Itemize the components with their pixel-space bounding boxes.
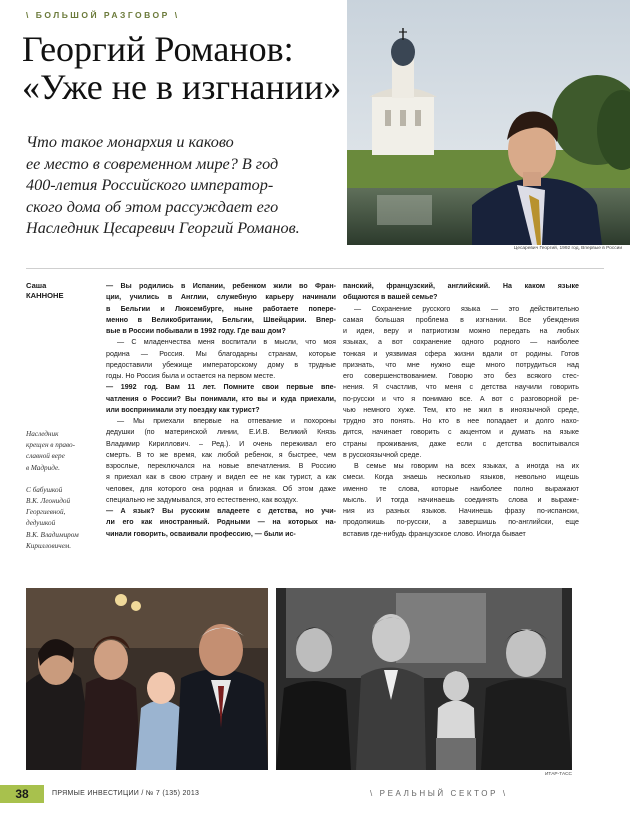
- interview-answer: [343, 304, 579, 462]
- sidebar-caption-line: Кирилловичем.: [26, 541, 72, 550]
- text-line: в русскоязычной среде.: [343, 450, 422, 459]
- text-line: менно в Великобритании, Бельгии, Швейцарии. Впер-: [106, 315, 336, 324]
- sidebar-caption-line: В.К. Владимиром: [26, 530, 79, 539]
- interview-answer: [343, 461, 579, 540]
- sidebar-caption-line: В.К. Леонидой: [26, 497, 71, 506]
- sidebar-caption-line: в Мадриде.: [26, 463, 60, 472]
- footer-section-tag: \ РЕАЛЬНЫЙ СЕКТОР \: [370, 789, 508, 798]
- hero-caption: Цесаревич Георгий, 1992 год, Впервые в России: [513, 246, 622, 251]
- author-byline: [26, 281, 96, 301]
- sidebar-caption-line: Георгиевной,: [26, 508, 66, 517]
- article-title: [22, 30, 362, 106]
- sidebar-caption-line: славной вере: [26, 452, 65, 461]
- text-line: самая большая проблема в изгнании. Все убеждения: [343, 315, 579, 324]
- text-line: страны проживания, даже если с детства воспитывался: [343, 439, 579, 448]
- divider: [26, 268, 604, 269]
- sidebar-caption-line: крещен в право-: [26, 441, 76, 450]
- sidebar-caption-line: С бабушкой: [26, 485, 63, 494]
- sidebar-caption-line: дедушкой: [26, 519, 56, 528]
- text-line: чью немного хуже. Тем, кто не жил в иноязычной среде,: [343, 405, 579, 414]
- text-line: вые в России побывали в 1992 году. Где ваш дом?: [106, 327, 286, 335]
- text-line: и идеи, веру и патриотизм можно передать на любых: [343, 327, 579, 335]
- text-line: я приехал как в свою страну и видел ее не как турист, а как: [106, 473, 336, 482]
- text-line: — Вы родились в Испании, ребенком жили во Фран-: [106, 282, 336, 290]
- interview-question: [106, 382, 336, 416]
- interview-question: [343, 281, 579, 304]
- sidebar-captions: [26, 429, 98, 563]
- text-line: взрослые, переключался на новые впечатления. В Россию: [106, 462, 336, 470]
- text-line: языках, а вот сохранение одного родного — наиболее: [343, 338, 579, 347]
- interview-answer: [106, 416, 336, 506]
- text-line: или воспринимали эту поездку как турист?: [106, 405, 260, 414]
- lead-line: ее место в современном мире? В год: [26, 154, 279, 173]
- text-line: вставив где-нибудь французское слово. Иногда бывает: [343, 529, 526, 538]
- text-line: панский, французский, английский. На каком языке: [343, 282, 579, 290]
- text-line: дится, начинает говорить с акцентом и думать на языке: [343, 428, 579, 437]
- text-line: чинали говорить, осваивали профессию, — были ис-: [106, 529, 296, 538]
- lead-line: Что такое монархия и каково: [26, 133, 234, 151]
- page-number: 38: [0, 785, 44, 803]
- text-line: — А язык? Вы русским владеете с детства, но учи-: [106, 507, 336, 515]
- text-line: — 1992 год. Вам 11 лет. Помните свои первые впе-: [106, 383, 336, 392]
- family-photo-bw: [276, 588, 572, 770]
- text-line: предоставили убежище императорскому дому в трудные: [106, 360, 336, 369]
- text-line: признать, что мне нужно еще много потрудиться над: [343, 360, 579, 369]
- hero-photo-illustration: [347, 0, 630, 245]
- title-line: Георгий Романов:: [22, 29, 294, 69]
- interview-question: [106, 506, 336, 540]
- text-line: — Сохранение русского языка — это действительно: [354, 304, 579, 313]
- interview-question: [106, 281, 336, 337]
- section-tag: \ БОЛЬШОЙ РАЗГОВОР \: [26, 10, 180, 20]
- article-column-1: [106, 281, 336, 540]
- text-line: продолжишь по-русски, а завершишь по-английски, еще: [343, 518, 579, 527]
- interview-answer: [106, 337, 336, 382]
- family-photo-color: [26, 588, 268, 770]
- text-line: общаются в вашей семье?: [343, 293, 438, 302]
- text-line: его совершенствованием. Говорю это без всякого стес-: [343, 372, 579, 380]
- text-line: В семье мы говорим на всех языках, а иногда на их: [354, 462, 579, 470]
- text-line: годы. Но Россия была и остается на первом месте.: [106, 372, 276, 380]
- sidebar-caption: [26, 429, 98, 474]
- author-first-name: Саша: [26, 281, 47, 290]
- text-line: человек, для которого она родная и близкая. Об этом даже: [106, 484, 336, 493]
- lead-line: 400-летия Российского император-: [26, 176, 274, 194]
- text-line: по-русски и что я понимаю все. А вот с разговорной ре-: [343, 394, 579, 403]
- photo-credit: ИТАР-ТАСС: [544, 772, 572, 777]
- family-photo-bw-illustration: [276, 588, 572, 770]
- text-line: дедушки (по материнской линии, Е.И.В. Великий Князь: [106, 428, 336, 437]
- hero-photo: [347, 0, 630, 245]
- title-line: «Уже не в изгнании»: [22, 67, 342, 107]
- magazine-issue: ПРЯМЫЕ ИНВЕСТИЦИИ / № 7 (135) 2013: [52, 790, 200, 797]
- text-line: именно те слова, которые наиболее полно выражают: [343, 484, 579, 493]
- lead-paragraph: [26, 132, 342, 240]
- text-line: специально не задумывался, это естественно, как воздух.: [106, 495, 299, 504]
- article-column-2: [343, 281, 579, 540]
- family-photo-color-illustration: [26, 588, 268, 770]
- text-line: ния из разных языков. Начинешь фразу по-испански,: [343, 507, 579, 515]
- text-line: смерть. В то же время, как любой ребенок, я быстрее, чем: [106, 450, 336, 459]
- text-line: родина — Россия. Мы благодарны странам, которые: [106, 349, 336, 358]
- text-line: ли его как иностранный. Родными — на которых на-: [106, 518, 336, 527]
- text-line: Владимир Кириллович. – Ред.). И очень переживал его: [106, 439, 336, 448]
- sidebar-caption-line: Наследник: [26, 430, 59, 438]
- text-line: тонкая и уязвимая сфера жизни вдали от родины. Готов: [343, 349, 579, 358]
- text-line: ции, учились в Англии, служебную карьеру начинали: [106, 293, 336, 302]
- lead-line: ского дома об этом рассуждает его: [26, 197, 279, 216]
- author-last-name: КАННОНЕ: [26, 291, 64, 300]
- text-line: — Мы приехали впервые на отпевание и похороны: [117, 417, 336, 425]
- text-line: мысль. И тогда начинаешь соединять слова и выраже-: [343, 495, 579, 504]
- lead-line: Наследник Цесаревич Георгий Романов.: [26, 219, 300, 237]
- text-line: — С младенчества меня воспитали в мысли, что моя: [117, 338, 336, 347]
- text-line: в Бельгии и Люксембурге, ныне работаете попере-: [106, 304, 336, 313]
- text-line: нения. Я счастлив, что меня с детства научили говорить: [343, 383, 579, 392]
- text-line: трудно это понять. Но кто в нее попадает и долго нахо-: [343, 417, 579, 425]
- text-line: смеси. Когда знаешь несколько языков, невольно ищешь: [343, 473, 579, 482]
- text-line: чатления о России? Вы понимали, кто вы и куда приехали,: [106, 394, 336, 403]
- sidebar-caption: [26, 485, 98, 552]
